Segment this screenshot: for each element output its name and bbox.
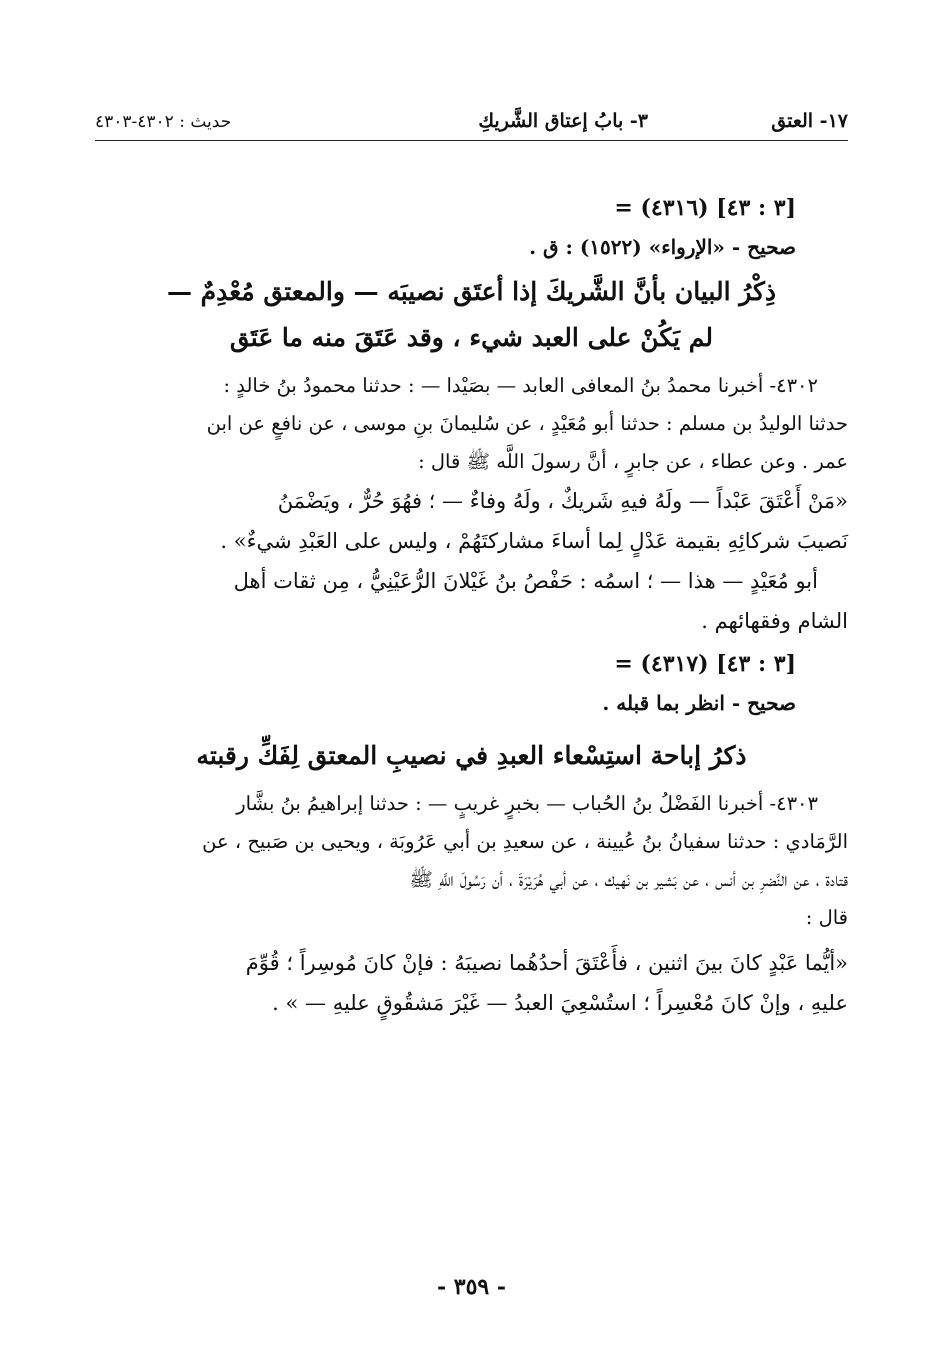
text-line: قتادة ، عن النَّضرِ بن أنس ، عن بَشير بن نَهيك ، عن أبي هُرَيْرَةَ ، أن رَسُولَ اللَّهِ ﷺ xyxy=(409,868,848,891)
narrator-note xyxy=(95,561,848,641)
text-line: الشام وفقهائهم . xyxy=(701,609,848,633)
page-body xyxy=(95,195,848,1023)
hadith-isnad xyxy=(95,785,848,937)
hadith-range: حديث : ٤٣٠٢-٤٣٠٣ xyxy=(95,112,232,132)
chapter-heading xyxy=(95,269,848,361)
text-line: أبو مُعَيْدٍ — هذا — ؛ اسمُه : حَفْصُ بنُ غَيْلانَ الرُّعَيْنِيُّ ، مِن ثقات أهل xyxy=(233,569,818,593)
text-line: نَصيبَ شركائِهِ بقيمة عَدْلٍ لِما أساءَ مشاركتَهُمْ ، وليس على العَبْدِ شيءٌ» . xyxy=(220,529,848,553)
text-line: حدثنا الوليدُ بن مسلم : حدثنا أبو مُعَيْدٍ ، عن سُليمانَ بنِ موسى ، عن نافعٍ عن ابن xyxy=(206,412,848,435)
text-line: عمر . وعن عطاء ، عن جابرٍ ، أنَّ رسولَ اللَّه ﷺ قال : xyxy=(418,450,848,473)
heading-line: ذِكْرُ البيان بأنَّ الشَّريكَ إذا أعتَق نصيبَه — والمعتق مُعْدِمٌ — xyxy=(166,277,777,306)
text-line: «أيُّما عَبْدٍ كانَ بينَ اثنين ، فأَعْتَقَ أحدُهُما نصيبَهُ : فإنْ كانَ مُوسِراً ؛ قُوِّمَ xyxy=(245,951,848,975)
chapter-heading xyxy=(95,733,848,779)
page xyxy=(95,100,848,1300)
hadith-isnad xyxy=(95,367,848,481)
hadith-matn xyxy=(95,943,848,1023)
text-line: قال : xyxy=(805,906,848,929)
text-line: عليهِ ، وإنْ كانَ مُعْسِراً ؛ استُسْعِيَ العبدُ — غَيْرَ مَشقُوقٍ عليهِ — » . xyxy=(272,991,848,1015)
running-header xyxy=(95,100,848,141)
section-title: ٣- بابُ إعتاق الشَّريكِ xyxy=(478,110,648,132)
cross-reference: = (٤٣١٦) [٣ : ٤٣] xyxy=(614,195,796,221)
grading-note: صحيح - «الإرواء» (١٥٢٢) : ق . xyxy=(529,235,796,259)
heading-line: لم يَكُنْ على العبد شيء ، وقد عَتَقَ منه ما عَتَق xyxy=(229,323,714,352)
text-line: ٤٣٠٢- أخبرنا محمدُ بنُ المعافى العابد — بصَيْدا — : حدثنا محمودُ بنُ خالدٍ : xyxy=(223,374,818,397)
page-number: - ٣٥٩ - xyxy=(436,1274,507,1300)
heading-line: ذكرُ إباحة استِسْعاء العبدِ في نصيبِ المعتق لِفَكِّ رقبته xyxy=(196,741,747,770)
text-line: الرَّمَادي : حدثنا سفيانُ بنُ عُيينة ، عن سعيدِ بن أبي عَرُوبَة ، ويحيى بن صَبيح ، عن xyxy=(202,830,848,853)
text-line: ٤٣٠٣- أخبرنا الفَضْلُ بنُ الحُباب — بخبرٍ غريبٍ — : حدثنا إبراهيمُ بنُ بشَّار xyxy=(236,792,818,815)
hadith-matn xyxy=(95,481,848,561)
grading-note: صحيح - انظر بما قبله . xyxy=(602,691,796,715)
cross-reference: = (٤٣١٧) [٣ : ٤٣] xyxy=(614,651,796,677)
text-line: «مَنْ أَعْتَقَ عَبْداً — ولَهُ فيهِ شَريكٌ ، ولَهُ وفاءٌ — ؛ فهُوَ حُرٌّ ، ويَضْمَنُ xyxy=(277,489,848,513)
chapter-title: ١٧- العتق xyxy=(771,110,848,132)
